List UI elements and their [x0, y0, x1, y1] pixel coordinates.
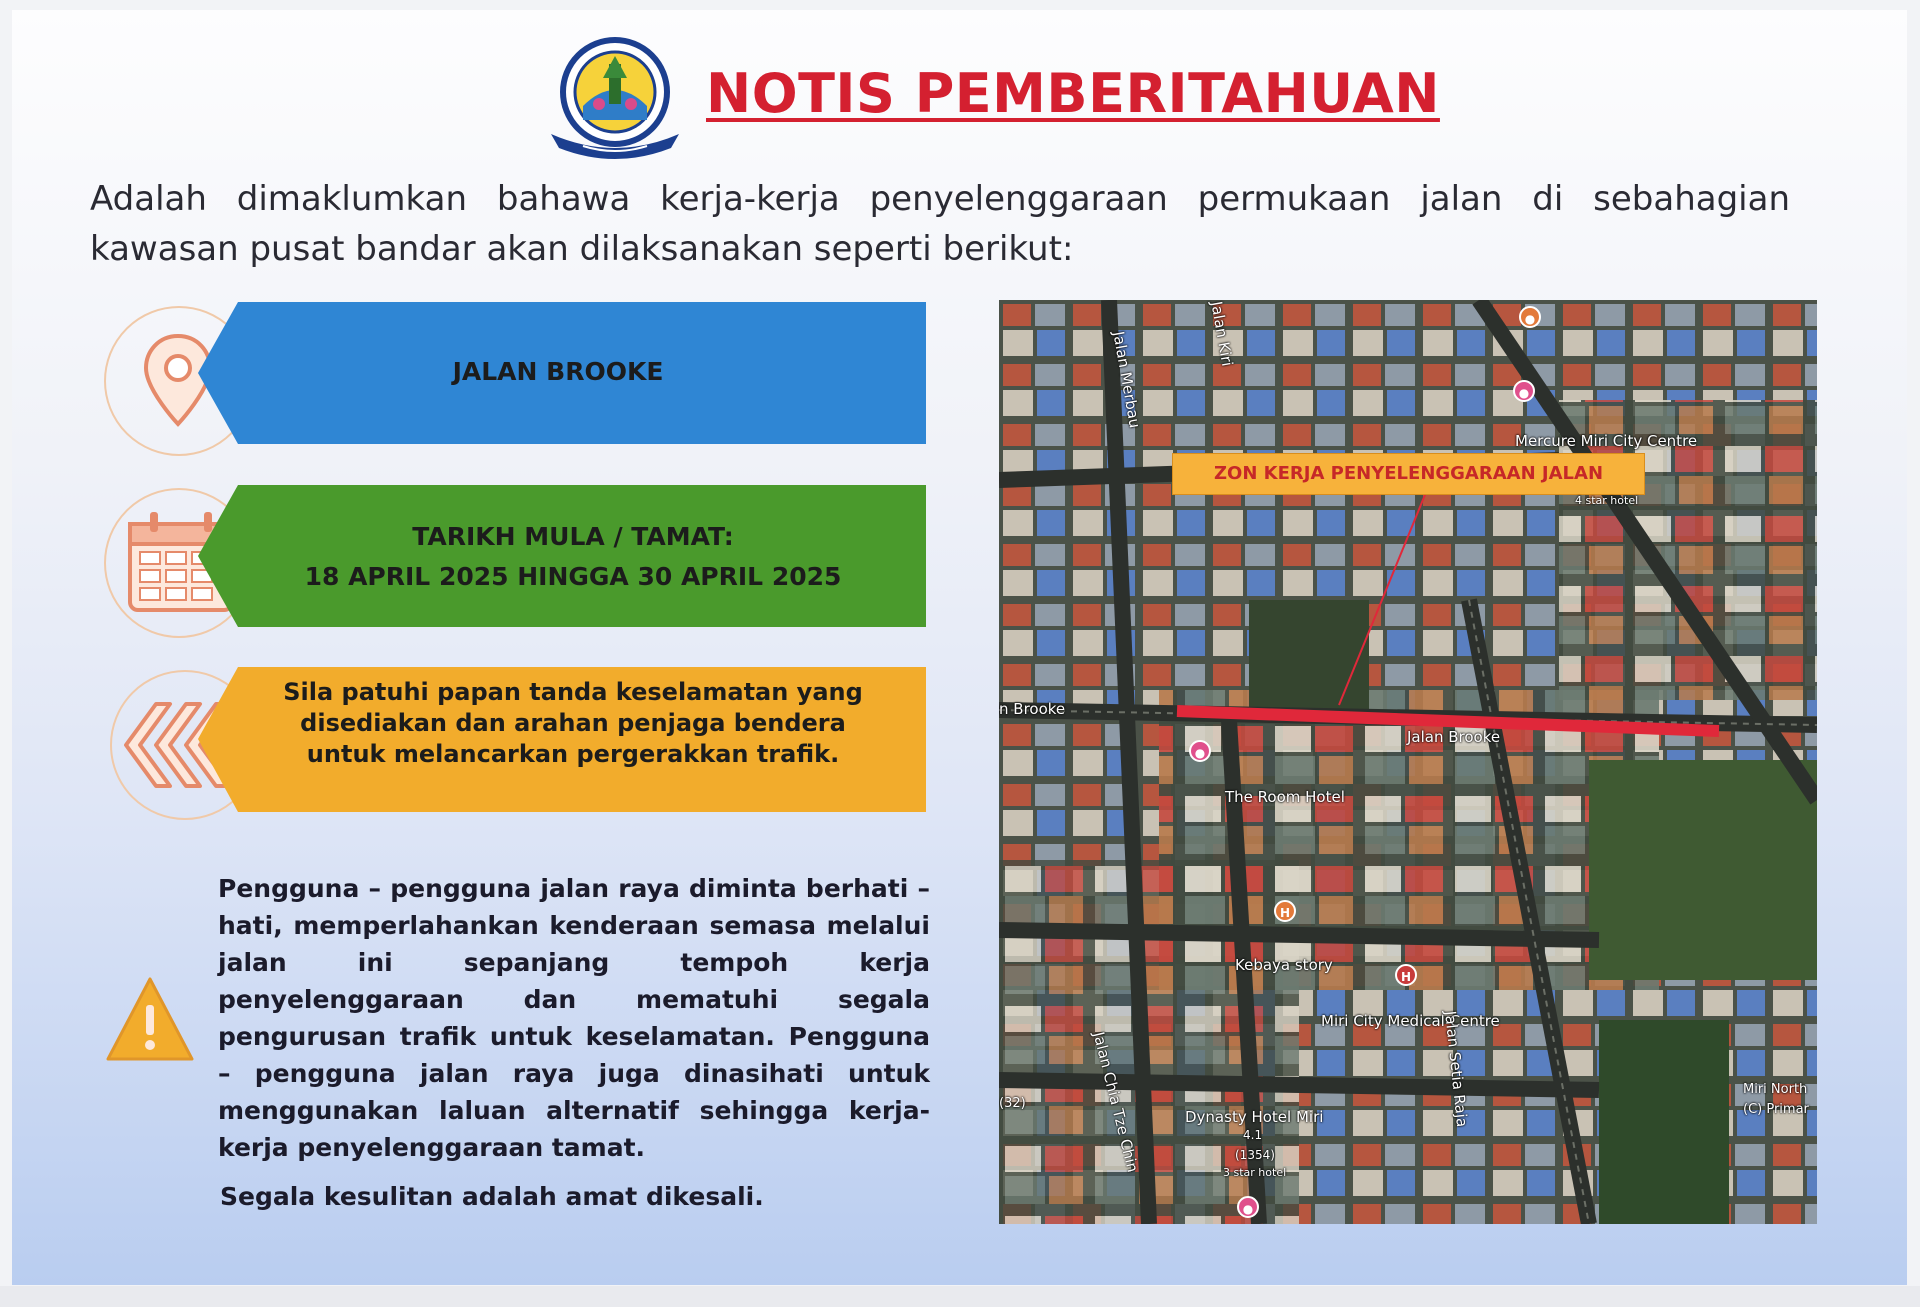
warning-triangle-icon — [106, 975, 194, 1063]
hotel-pin-icon[interactable]: ● — [1189, 740, 1211, 762]
label-dynasty-reviews: (1354) — [1235, 1148, 1275, 1162]
hospital-pin-icon[interactable]: H — [1395, 964, 1417, 986]
label-jalan-kiri: Jalan Kiri — [1207, 300, 1237, 368]
location-banner — [198, 302, 926, 444]
label-jalan-setia-raja: Jalan Setia Raja — [1441, 1010, 1472, 1128]
council-logo — [543, 34, 687, 160]
label-miri-north: Miri North — [1743, 1082, 1808, 1097]
label-jalan-merbau: Jalan Merbau — [1109, 330, 1144, 430]
date-range: 18 APRIL 2025 HINGGA 30 APRIL 2025 — [304, 562, 842, 591]
label-medical: Miri City Medical Centre — [1321, 1012, 1500, 1030]
location-text: JALAN BROOKE — [452, 357, 664, 386]
label-route-32: (32) — [999, 1096, 1026, 1111]
work-zone-callout: ZON KERJA PENYELENGGARAAN JALAN — [1172, 453, 1645, 495]
date-banner — [198, 485, 926, 627]
notice-text: Sila patuhi papan tanda keselamatan yang disediakan dan arahan penjaga bendera untuk melancarkan pergerakkan trafik. — [283, 678, 863, 768]
label-dynasty-rating: 4.1 — [1243, 1128, 1263, 1142]
label-dynasty: Dynasty Hotel Miri — [1185, 1108, 1324, 1126]
label-brooke-left: n Brooke — [999, 700, 1066, 718]
label-mercure: Mercure Miri City Centre — [1515, 432, 1698, 450]
hotel-pin-icon[interactable]: ● — [1237, 1196, 1259, 1218]
notice-banner — [198, 667, 926, 812]
intro-text: Adalah dimaklumkan bahawa kerja-kerja penyelenggaraan permukaan jalan di sebahagian kawasan pusat bandar akan dilaksanakan seperti berikut: — [90, 179, 1790, 269]
label-jalan-brooke: Jalan Brooke — [1407, 728, 1501, 746]
label-dynasty-sub: 3 star hotel — [1223, 1166, 1287, 1179]
page-title: NOTIS PEMBERITAHUAN — [706, 62, 1440, 125]
page-edge — [0, 1286, 1920, 1307]
label-primary: (C) Primar — [1743, 1102, 1809, 1117]
label-kebaya: Kebaya story — [1235, 956, 1333, 974]
label-mercure-sub: 4 star hotel — [1575, 494, 1639, 507]
hospital-pin-icon[interactable]: H — [1274, 900, 1296, 922]
body-paragraph: Pengguna – pengguna jalan raya diminta berhati – hati, memperlahankan kenderaan semasa melalui jalan ini sepanjang tempoh kerja penyelenggaraan dan mematuhi segala pengurusan trafik untuk keselamatan. Pengguna – pengguna jalan raya juga dinasihati untuk menggunakan laluan alternatif sehingga kerja-kerja penyelenggaraan tamat. — [218, 874, 930, 1162]
label-room-hotel: The Room Hotel — [1225, 788, 1345, 806]
label-jalan-china: Jalan Chia Tze Chin — [1089, 1030, 1142, 1175]
satellite-map[interactable] — [999, 300, 1817, 1224]
hotel-pin-icon[interactable]: ● — [1513, 380, 1535, 402]
food-pin-icon[interactable]: ● — [1519, 306, 1541, 328]
date-label: TARIKH MULA / TAMAT: — [412, 522, 734, 551]
closing-text: Segala kesulitan adalah amat dikesali. — [220, 1182, 764, 1211]
